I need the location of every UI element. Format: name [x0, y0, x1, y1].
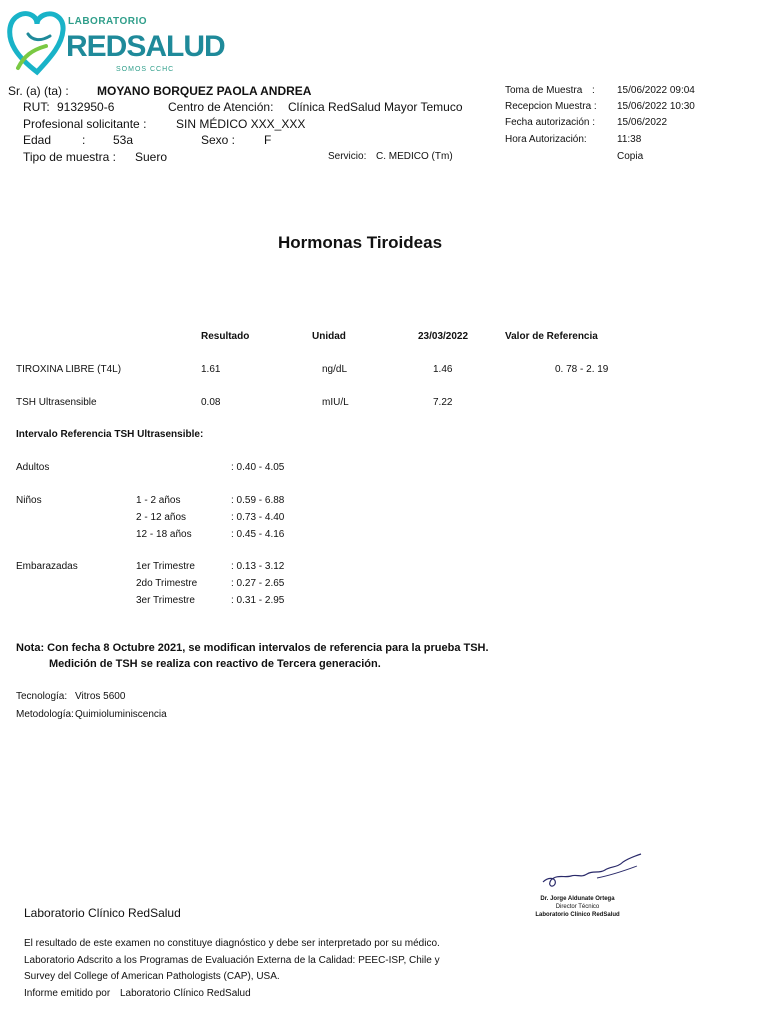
toma-colon: : [592, 85, 595, 96]
technology-label: Tecnología: [16, 691, 68, 702]
header-resultado: Resultado [201, 331, 250, 342]
signature-name: Dr. Jorge Aldunate Ortega [540, 896, 615, 902]
pregnant-range-1: 1er Trimestre [136, 561, 195, 572]
recepcion-label: Recepcion Muestra : [505, 101, 597, 112]
recepcion-value: 15/06/2022 10:30 [617, 101, 695, 112]
hora-aut-value: 11:38 [617, 134, 642, 145]
adults-value: : 0.40 - 4.05 [231, 462, 285, 473]
row-t4l-unit: ng/dL [322, 364, 348, 375]
header-unidad: Unidad [312, 331, 346, 342]
fecha-aut-label: Fecha autorización : [505, 117, 596, 128]
footer-disclaimer-1: El resultado de este examen no constituye diagnóstico y debe ser interpretado por su médico. [24, 938, 440, 949]
row-tsh-value: 0.08 [201, 397, 221, 408]
tsh-reference-heading: Intervalo Referencia TSH Ultrasensible: [16, 429, 204, 440]
sample-label: Tipo de muestra : [23, 150, 116, 164]
age-value: 53a [113, 133, 134, 147]
fecha-aut-value: 15/06/2022 [617, 117, 668, 128]
footer-issued-by: Laboratorio Clínico RedSalud [120, 988, 251, 999]
methodology-value: Quimioluminiscencia [75, 709, 167, 720]
pregnant-value-2: : 0.27 - 2.65 [231, 578, 285, 589]
copy-label: Copia [617, 151, 644, 162]
children-value-2: : 0.73 - 4.40 [231, 512, 285, 523]
methodology-label: Metodología: [16, 709, 74, 720]
age-colon: : [82, 133, 86, 147]
rut-label: RUT: [23, 100, 50, 114]
children-range-2: 2 - 12 años [136, 512, 187, 523]
children-label: Niños [16, 495, 42, 506]
header-previous-date: 23/03/2022 [418, 331, 469, 342]
professional-value: SIN MÉDICO XXX_XXX [176, 117, 306, 131]
header-referencia: Valor de Referencia [505, 331, 598, 342]
row-t4l-value: 1.61 [201, 364, 221, 375]
note-line-2: Medición de TSH se realiza con reactivo de Tercera generación. [49, 658, 381, 670]
sample-value: Suero [135, 150, 168, 164]
row-t4l-reference: 0. 78 - 2. 19 [555, 364, 609, 375]
age-label: Edad [23, 133, 52, 147]
technology-value: Vitros 5600 [75, 691, 126, 702]
footer-issued-label: Informe emitido por [24, 988, 111, 999]
row-t4l-previous: 1.46 [433, 364, 453, 375]
heart-logo-icon [6, 6, 68, 78]
footer-disclaimer-3: Survey del College of American Pathologists (CAP), USA. [24, 971, 280, 982]
page-title: Hormonas Tiroideas [277, 233, 443, 252]
patient-name: MOYANO BORQUEZ PAOLA ANDREA [97, 84, 312, 98]
adults-label: Adultos [16, 462, 50, 473]
row-tsh-previous: 7.22 [433, 397, 453, 408]
row-tsh-name: TSH Ultrasensible [16, 397, 97, 408]
pregnant-value-3: : 0.31 - 2.95 [231, 595, 285, 606]
rut-value: 9132950-6 [57, 100, 115, 114]
pregnant-value-1: : 0.13 - 3.12 [231, 561, 285, 572]
name-label: Sr. (a) (ta) : [8, 84, 69, 98]
sex-value: F [264, 133, 272, 147]
footer-lab: Laboratorio Clínico RedSalud [24, 906, 181, 920]
row-tsh-unit: mIU/L [322, 397, 349, 408]
service-label: Servicio: [328, 151, 367, 162]
children-value-3: : 0.45 - 4.16 [231, 529, 285, 540]
children-range-1: 1 - 2 años [136, 495, 181, 506]
center-label: Centro de Atención: [168, 100, 274, 114]
note-line-1: Nota: Con fecha 8 Octubre 2021, se modifican intervalos de referencia para la prueba TSH. [16, 642, 489, 654]
hora-aut-label: Hora Autorización: [505, 134, 587, 145]
pregnant-label: Embarazadas [16, 561, 78, 572]
signature-block [515, 848, 645, 924]
signature-role: Director Técnico [555, 904, 600, 910]
logo-salud: SALUD [126, 30, 225, 63]
toma-value: 15/06/2022 09:04 [617, 85, 695, 96]
row-t4l-name: TIROXINA LIBRE (T4L) [16, 364, 122, 375]
signature-lab: Laboratorio Clínico RedSalud [535, 912, 620, 918]
logo-redsalud [66, 30, 225, 64]
pregnant-range-3: 3er Trimestre [136, 595, 195, 606]
logo-red: RED [66, 30, 127, 63]
sex-label: Sexo : [201, 133, 236, 147]
footer-disclaimer-2: Laboratorio Adscrito a los Programas de Evaluación Externa de la Calidad: PEEC-ISP, Chile y [24, 955, 440, 966]
pregnant-range-2: 2do Trimestre [136, 578, 198, 589]
logo-tagline: SOMOS CCHC [116, 66, 175, 73]
center-value: Clínica RedSalud Mayor Temuco [288, 100, 463, 114]
toma-label: Toma de Muestra [505, 85, 583, 96]
children-value-1: : 0.59 - 6.88 [231, 495, 285, 506]
children-range-3: 12 - 18 años [136, 529, 192, 540]
service-value: C. MEDICO (Tm) [376, 151, 453, 162]
professional-label: Profesional solicitante : [23, 117, 147, 131]
handwritten-signature-icon [537, 848, 657, 890]
logo [6, 6, 225, 78]
logo-laboratorio: LABORATORIO [68, 16, 148, 27]
